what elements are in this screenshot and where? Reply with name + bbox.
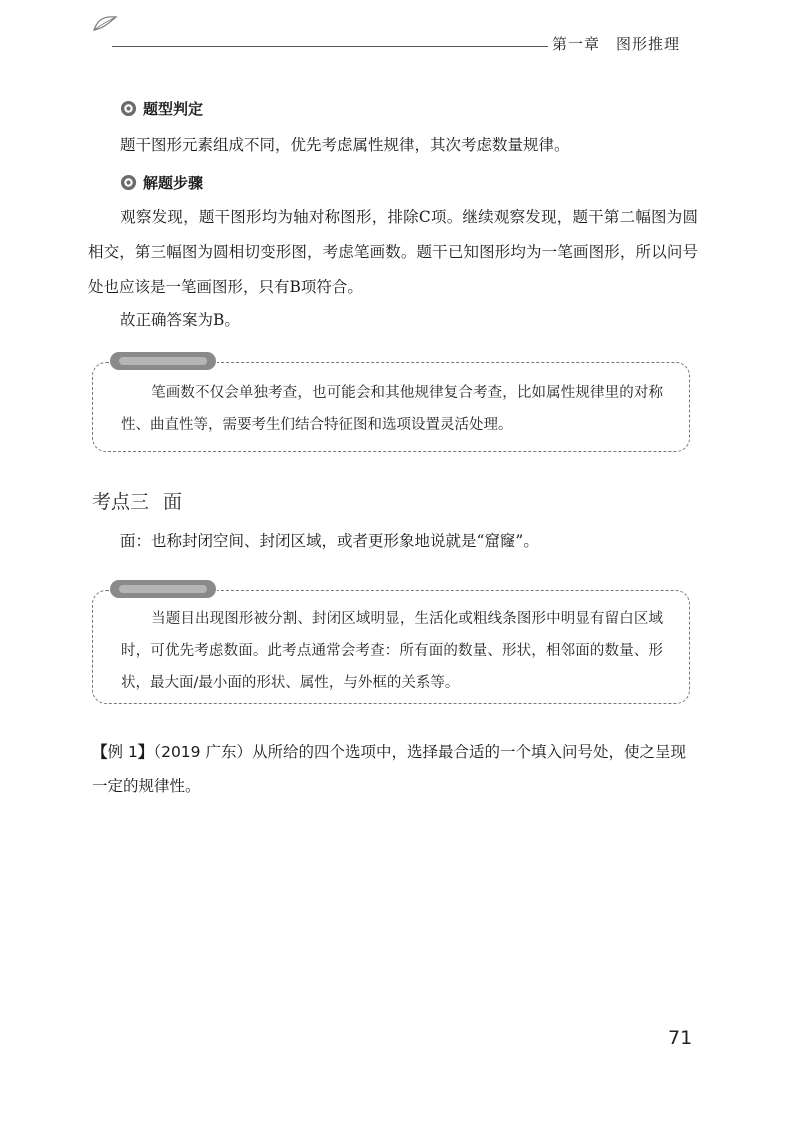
page-number: 71 <box>668 1027 693 1049</box>
type-paragraph <box>88 128 698 163</box>
heading-text: 题型判定 <box>143 100 204 118</box>
tip-box <box>92 362 690 452</box>
example-mark-open: 【 <box>92 743 108 761</box>
tip-label-graphic <box>109 350 217 372</box>
example-mark-close: 】 <box>137 743 154 761</box>
kaodian-label: 考点三 <box>92 491 150 513</box>
kaodian-title: 面 <box>163 491 183 513</box>
steps-text: 观察发现，题干图形均为轴对称图形，排除C项。继续观察发现，题干第二幅图为圆相交，第三幅图为圆相切变形图，考虑笔画数。题干已知图形均为一笔画图形，所以问号处也应该是一笔画图形，只有B项符合。 <box>88 208 698 296</box>
leaf-ornament-icon <box>92 14 118 34</box>
example-question <box>92 735 696 803</box>
header-title: 图形推理 <box>616 35 681 53</box>
heading-type-determination <box>120 98 203 119</box>
gear-badge-icon <box>120 100 137 117</box>
header-chapter: 第一章 <box>552 35 601 53</box>
header-rule <box>112 46 548 47</box>
definition-paragraph <box>88 524 698 559</box>
type-text: 题干图形元素组成不同，优先考虑属性规律，其次考虑数量规律。 <box>120 136 570 154</box>
example-text: 从所给的四个选项中，选择最合适的一个填入问号处，使之呈现一定的规律性。 <box>92 743 686 795</box>
tip-box <box>92 590 690 704</box>
example-source: （2019 广东） <box>153 743 252 761</box>
tip-text-content: 笔画数不仅会单独考查，也可能会和其他规律复合考查，比如属性规律里的对称性、曲直性等，需要考生们结合特征图和选项设置灵活处理。 <box>121 385 663 433</box>
running-header <box>552 33 680 54</box>
gear-badge-icon <box>120 174 137 191</box>
steps-paragraph <box>88 200 698 305</box>
tip-text-content: 当题目出现图形被分割、封闭区域明显，生活化或粗线条图形中明显有留白区域时，可优先考虑数面。此考点通常会考查：所有面的数量、形状，相邻面的数量、形状，最大面/最小面的形状、属性，与外框的关系等。 <box>121 611 663 691</box>
tip-label-graphic <box>109 578 217 600</box>
heading-text: 解题步骤 <box>143 174 204 192</box>
definition-text: 面：也称封闭空间、封闭区域，或者更形象地说就是“窟窿”。 <box>120 532 539 550</box>
tip-text <box>121 603 663 699</box>
answer-paragraph <box>88 303 698 338</box>
heading-solution-steps <box>120 172 203 193</box>
answer-text: 故正确答案为B。 <box>120 311 240 329</box>
example-label: 例 1 <box>107 743 138 761</box>
kaodian-heading <box>92 487 182 514</box>
tip-text <box>121 377 663 441</box>
